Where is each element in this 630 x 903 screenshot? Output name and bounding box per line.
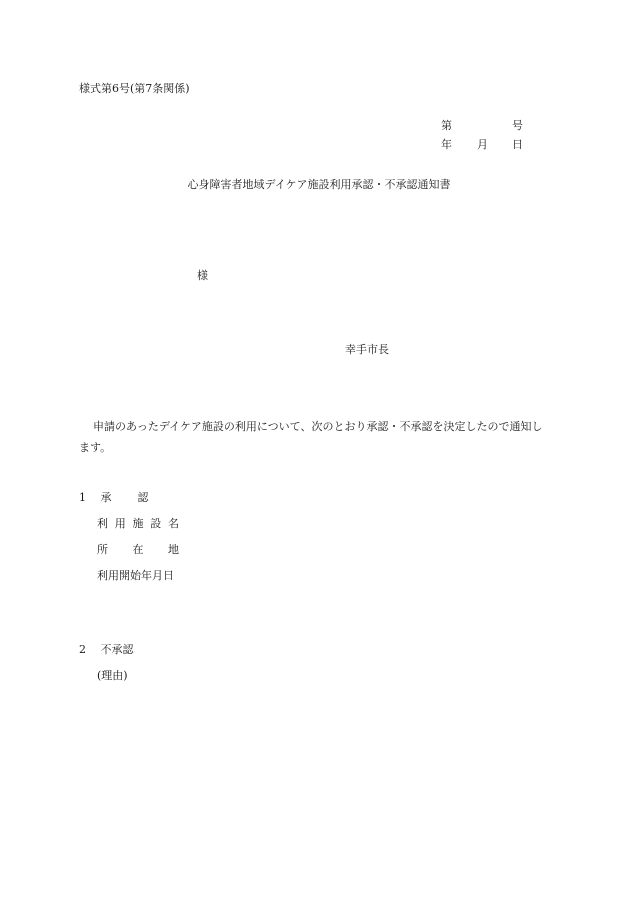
form-number: 様式第6号(第7条関係) bbox=[79, 82, 190, 95]
number-prefix: 第 bbox=[441, 119, 452, 132]
section-2-number: 2 bbox=[79, 643, 86, 656]
section-1-heading bbox=[79, 492, 149, 503]
field-location-label bbox=[97, 544, 179, 555]
sender-name: 幸手市長 bbox=[345, 343, 389, 356]
label-char: 設 bbox=[150, 517, 162, 530]
section-1-title-char: 承 bbox=[100, 491, 112, 504]
label-char: 所 bbox=[97, 543, 108, 556]
section-2-title: 不承認 bbox=[100, 643, 134, 656]
label-char: 施 bbox=[132, 517, 144, 530]
field-start-date-label: 利用開始年月日 bbox=[97, 569, 174, 582]
date-month: 月 bbox=[477, 138, 488, 151]
field-start-date bbox=[97, 570, 174, 581]
body-text: 申請のあったデイケア施設の利用について、次のとおり承認・不承認を決定したので通知します。 bbox=[79, 420, 543, 455]
date-day: 日 bbox=[512, 138, 523, 151]
field-location bbox=[97, 544, 179, 555]
reason-label: (理由) bbox=[97, 669, 128, 682]
label-char: 名 bbox=[168, 517, 179, 530]
section-1-title bbox=[101, 492, 149, 503]
document-title: 心身障害者地域デイケア施設利用承認・不承認通知書 bbox=[187, 178, 451, 191]
section-1-title-char: 認 bbox=[137, 491, 149, 504]
label-char: 地 bbox=[168, 543, 179, 556]
addressee-honorific: 様 bbox=[197, 269, 208, 282]
number-suffix: 号 bbox=[512, 119, 523, 132]
label-char: 利 bbox=[97, 517, 108, 530]
date-year: 年 bbox=[441, 138, 452, 151]
document-title-wrap bbox=[0, 179, 630, 190]
label-char: 用 bbox=[114, 517, 126, 530]
section-1-number: 1 bbox=[79, 491, 86, 504]
field-facility-name bbox=[97, 518, 179, 529]
field-facility-name-label bbox=[97, 518, 179, 529]
label-char: 在 bbox=[132, 543, 144, 556]
section-2-heading bbox=[79, 644, 134, 655]
